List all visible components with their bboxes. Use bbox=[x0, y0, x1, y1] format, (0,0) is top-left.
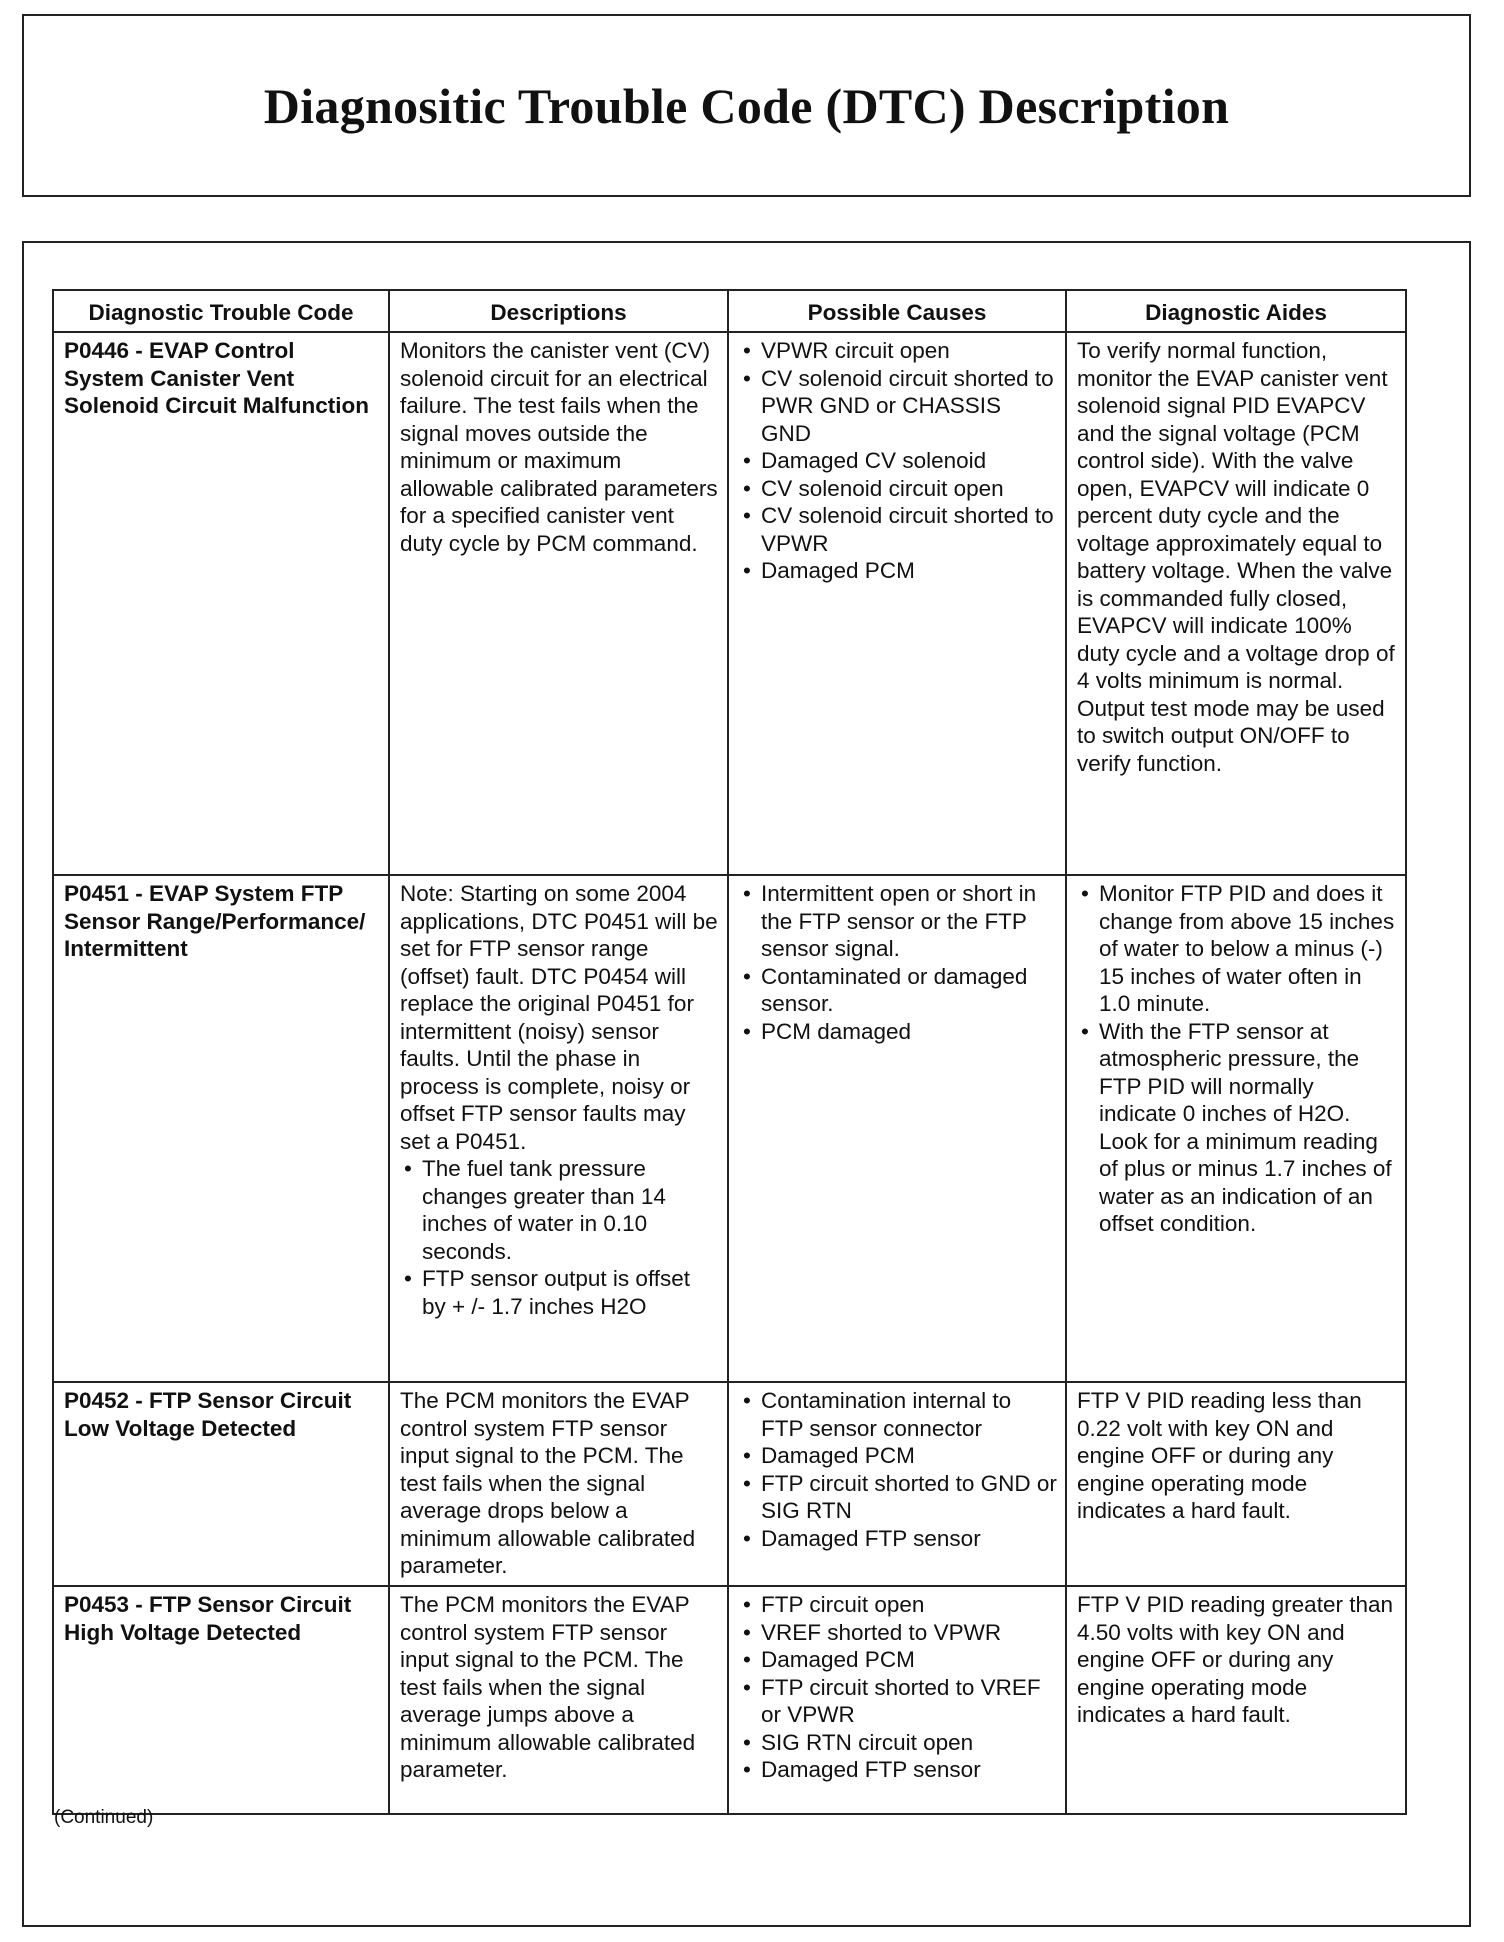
causes-list bbox=[739, 1591, 1057, 1784]
aides-cell bbox=[1066, 875, 1406, 1382]
dtc-code-cell: P0446 - EVAP Control System Canister Vent Solenoid Circuit Malfunction bbox=[53, 332, 389, 875]
causes-list bbox=[739, 337, 1057, 585]
list-item: • SIG RTN circuit open bbox=[739, 1729, 1057, 1757]
list-item: • Damaged FTP sensor bbox=[739, 1756, 1057, 1784]
table-header-row bbox=[53, 290, 1406, 332]
causes-cell bbox=[728, 1382, 1066, 1586]
causes-list bbox=[739, 880, 1057, 1045]
description-text: Monitors the canister vent (CV) solenoid circuit for an electrical failure. The test fails when the signal moves outside the minimum or maximum allowable calibrated parameters for a specified canister vent duty cycle by PCM command. bbox=[400, 338, 718, 556]
description-cell bbox=[389, 875, 728, 1382]
list-item: • PCM damaged bbox=[739, 1018, 1057, 1046]
list-item: • CV solenoid circuit open bbox=[739, 475, 1057, 503]
list-item: • Contaminated or damaged sensor. bbox=[739, 963, 1057, 1018]
list-item: • Damaged PCM bbox=[739, 1646, 1057, 1674]
continued-note: (Continued) bbox=[54, 1807, 154, 1828]
header-diagnostic-aides: Diagnostic Aides bbox=[1066, 290, 1406, 332]
list-item: • Damaged PCM bbox=[739, 557, 1057, 585]
list-item: • Damaged CV solenoid bbox=[739, 447, 1057, 475]
list-item: • Monitor FTP PID and does it change from above 15 inches of water to below a minus (-) 15 inches of water often in 1.0 minute. bbox=[1077, 880, 1397, 1018]
list-item: • Intermittent open or short in the FTP sensor or the FTP sensor signal. bbox=[739, 880, 1057, 963]
aides-cell bbox=[1066, 1382, 1406, 1586]
table-row bbox=[53, 1382, 1406, 1586]
description-text: The PCM monitors the EVAP control system FTP sensor input signal to the PCM. The test fails when the signal average drops below a minimum allowable calibrated parameter. bbox=[400, 1388, 696, 1578]
causes-cell bbox=[728, 1586, 1066, 1814]
aides-list bbox=[1077, 880, 1397, 1238]
aides-text: FTP V PID reading less than 0.22 volt with key ON and engine OFF or during any engine operating mode indicates a hard fault. bbox=[1077, 1388, 1362, 1523]
list-item: • VPWR circuit open bbox=[739, 337, 1057, 365]
aides-text: To verify normal function, monitor the EVAP canister vent solenoid signal PID EVAPCV and the signal voltage (PCM control side). With the valve open, EVAPCV will indicate 0 percent duty cycle and the voltage approximately equal to battery voltage. When the valve is commanded fully closed, EVAPCV will indicate 100% duty cycle and a voltage drop of 4 volts minimum is normal. Output test mode may be used to switch output ON/OFF to verify function. bbox=[1077, 338, 1395, 776]
list-item: • VREF shorted to VPWR bbox=[739, 1619, 1057, 1647]
list-item: • FTP circuit shorted to GND or SIG RTN bbox=[739, 1470, 1057, 1525]
list-item: • FTP sensor output is offset by + /- 1.7 inches H2O bbox=[400, 1265, 719, 1320]
dtc-code-cell: P0452 - FTP Sensor Circuit Low Voltage Detected bbox=[53, 1382, 389, 1586]
causes-cell bbox=[728, 332, 1066, 875]
list-item: • FTP circuit shorted to VREF or VPWR bbox=[739, 1674, 1057, 1729]
dtc-table bbox=[52, 289, 1407, 1815]
header-possible-causes: Possible Causes bbox=[728, 290, 1066, 332]
table-row bbox=[53, 332, 1406, 875]
list-item: • CV solenoid circuit shorted to PWR GND or CHASSIS GND bbox=[739, 365, 1057, 448]
table-row bbox=[53, 875, 1406, 1382]
content-box bbox=[22, 241, 1471, 1927]
description-cell bbox=[389, 1586, 728, 1814]
description-text: Note: Starting on some 2004 applications, DTC P0451 will be set for FTP sensor range (offset) fault. DTC P0454 will replace the original P0451 for intermittent (noisy) sensor faults. Until the phase in process is complete, noisy or offset FTP sensor faults may set a P0451. bbox=[400, 881, 718, 1154]
list-item: • CV solenoid circuit shorted to VPWR bbox=[739, 502, 1057, 557]
title-box bbox=[22, 14, 1471, 197]
list-item: • Damaged PCM bbox=[739, 1442, 1057, 1470]
dtc-code-cell: P0451 - EVAP System FTP Sensor Range/Performance/ Intermittent bbox=[53, 875, 389, 1382]
list-item: • Damaged FTP sensor bbox=[739, 1525, 1057, 1553]
aides-cell bbox=[1066, 332, 1406, 875]
aides-cell bbox=[1066, 1586, 1406, 1814]
causes-cell bbox=[728, 875, 1066, 1382]
dtc-code-cell: P0453 - FTP Sensor Circuit High Voltage Detected bbox=[53, 1586, 389, 1814]
list-item: • The fuel tank pressure changes greater than 14 inches of water in 0.10 seconds. bbox=[400, 1155, 719, 1265]
list-item: • FTP circuit open bbox=[739, 1591, 1057, 1619]
description-cell bbox=[389, 332, 728, 875]
header-code: Diagnostic Trouble Code bbox=[53, 290, 389, 332]
causes-list bbox=[739, 1387, 1057, 1552]
list-item: • Contamination internal to FTP sensor connector bbox=[739, 1387, 1057, 1442]
page-title: Diagnositic Trouble Code (DTC) Description bbox=[263, 77, 1230, 134]
table-row bbox=[53, 1586, 1406, 1814]
header-descriptions: Descriptions bbox=[389, 290, 728, 332]
aides-text: FTP V PID reading greater than 4.50 volts with key ON and engine OFF or during any engine operating mode indicates a hard fault. bbox=[1077, 1592, 1393, 1727]
description-cell bbox=[389, 1382, 728, 1586]
list-item: • With the FTP sensor at atmospheric pressure, the FTP PID will normally indicate 0 inches of H2O. Look for a minimum reading of plus or minus 1.7 inches of water as an indication of an offset condition. bbox=[1077, 1018, 1397, 1238]
description-text: The PCM monitors the EVAP control system FTP sensor input signal to the PCM. The test fails when the signal average jumps above a minimum allowable calibrated parameter. bbox=[400, 1592, 696, 1782]
description-bullets bbox=[400, 1155, 719, 1320]
